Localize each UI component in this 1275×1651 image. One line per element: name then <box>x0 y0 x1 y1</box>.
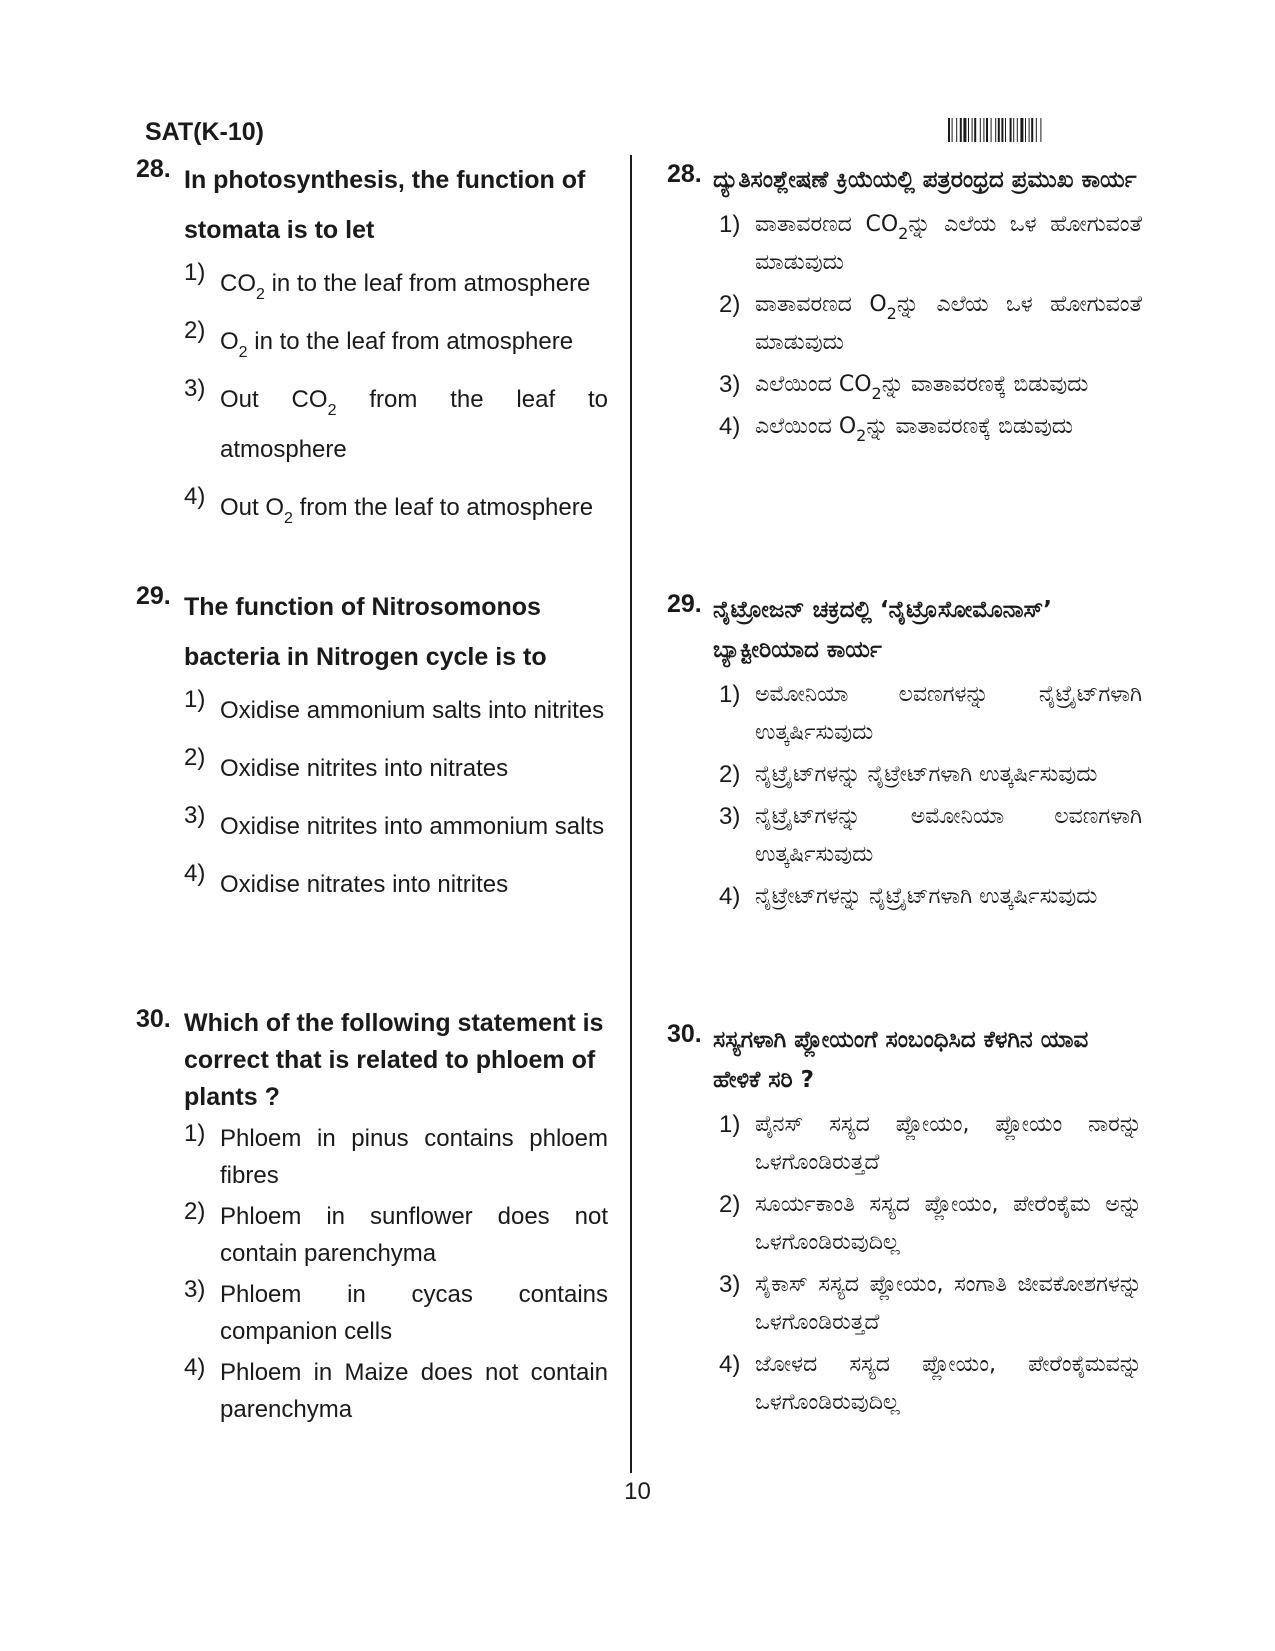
option-text: ನ್ನು ವಾತಾವರಣಕ್ಕೆ ಬಿಡುವುದು <box>881 372 1089 397</box>
barcode-bar <box>983 118 984 142</box>
option-text: ಎಲೆಯಿಂದ CO <box>755 372 872 397</box>
option-number: 4) <box>719 1351 741 1378</box>
column-divider <box>630 155 632 1473</box>
barcode-bar <box>960 118 962 142</box>
barcode-bar <box>1020 118 1023 142</box>
question-number: 30. <box>667 1020 702 1048</box>
option-3 <box>184 375 608 475</box>
option-text: Oxidise nitrites into nitrates <box>220 755 509 782</box>
option-1 <box>184 259 608 309</box>
question-en-28 <box>136 155 608 541</box>
option-text: Phloem in Maize does not contain parenchyma <box>220 1359 608 1423</box>
option-2 <box>184 1198 608 1272</box>
option-number: 4) <box>184 1354 206 1381</box>
question-text: The function of Nitrosomonos bacteria in Nitrogen cycle is to <box>184 593 547 671</box>
option-4 <box>719 1346 1142 1422</box>
barcode-bar <box>1017 118 1018 142</box>
option-number: 1) <box>184 259 206 286</box>
option-2 <box>719 1186 1142 1262</box>
barcode-bar <box>1040 118 1041 142</box>
option-1 <box>719 206 1142 282</box>
barcode-bar <box>952 118 953 142</box>
subscript: 2 <box>327 402 337 419</box>
barcode-bar <box>991 118 992 142</box>
option-text: ಎಲೆಯಿಂದ O <box>755 414 857 439</box>
option-4 <box>184 483 608 533</box>
barcode-bar <box>948 118 950 142</box>
subscript: 2 <box>886 304 897 323</box>
option-number: 4) <box>184 483 206 510</box>
option-text: in to the leaf from atmosphere <box>264 270 591 297</box>
option-text: ವಾತಾವರಣದ O <box>755 292 887 317</box>
option-number: 3) <box>184 375 206 402</box>
option-text: ವಾತಾವರಣದ CO <box>755 212 899 237</box>
option-1 <box>719 676 1142 752</box>
question-text: In photosynthesis, the function of stomata is to let <box>184 166 586 244</box>
option-text: Out O <box>220 494 285 521</box>
option-number: 2) <box>719 1191 741 1218</box>
question-number: 29. <box>136 582 171 610</box>
question-number: 28. <box>667 160 702 188</box>
subscript: 2 <box>871 384 882 403</box>
option-number: 1) <box>719 1111 741 1138</box>
option-text: ನೈಟ್ರೈಟ್‌ಗಳನ್ನು ನೈಟ್ರೇಟ್‌ಗಳಾಗಿ ಉತ್ಕರ್ಷಿಸುವುದು <box>755 762 1098 787</box>
option-number: 2) <box>184 317 206 344</box>
option-number: 3) <box>184 1276 206 1303</box>
option-text: ನ್ನು ಎಲೆಯ ಒಳ ಹೋಗುವಂತೆ ಮಾಡುವುದು <box>755 212 1142 275</box>
option-text: ಸೂರ್ಯಕಾಂತಿ ಸಸ್ಯದ ಪ್ಲೋಯಂ, ಪೇರೆಂಕೈಮ ಅನ್ನು ಒಳಗೊಂಡಿರುವುದಿಲ್ಲ <box>755 1192 1142 1255</box>
question-kn-28 <box>667 160 1142 450</box>
question-number: 30. <box>136 1005 171 1033</box>
barcode-bar <box>995 118 996 142</box>
option-text: ಜೋಳದ ಸಸ್ಯದ ಪ್ಲೋಯಂ, ಪೇರೆಂಕೈಮವನ್ನು ಒಳಗೊಂಡಿರುವುದಿಲ್ಲ <box>755 1352 1142 1415</box>
question-text: ದ್ಯುತಿಸಂಶ್ಲೇಷಣೆ ಕ್ರಿಯೆಯಲ್ಲಿ ಪತ್ರರಂಧ್ರದ ಪ್ರಮುಖ ಕಾರ್ಯ <box>713 167 1137 193</box>
option-3 <box>719 1266 1142 1342</box>
option-number: 3) <box>184 802 206 829</box>
subscript: 2 <box>898 224 909 243</box>
option-text: ನೈಟ್ರೈಟ್‌ಗಳನ್ನು ಅಮೋನಿಯಾ ಲವಣಗಳಾಗಿ ಉತ್ಕರ್ಷಿಸುವುದು <box>755 804 1142 867</box>
option-text: O <box>220 328 239 355</box>
option-number: 4) <box>719 413 741 440</box>
barcode-bar <box>1010 118 1012 142</box>
question-kn-30 <box>667 1020 1142 1426</box>
option-text: CO <box>220 270 256 297</box>
option-text: Phloem in sunflower does not contain parenchyma <box>220 1203 608 1267</box>
option-text: ಅಮೋನಿಯಾ ಲವಣಗಳನ್ನು ನೈಟ್ರೈಟ್‌ಗಳಾಗಿ ಉತ್ಕರ್ಷಿಸುವುದು <box>755 682 1142 745</box>
barcode-bar <box>1025 118 1026 142</box>
barcode-bar <box>956 118 957 142</box>
question-en-29 <box>136 582 608 918</box>
option-number: 2) <box>184 1198 206 1225</box>
option-3 <box>719 798 1142 874</box>
option-4 <box>184 1354 608 1428</box>
barcode-bar <box>1005 118 1006 142</box>
option-text: Phloem in cycas contains companion cells <box>220 1281 608 1345</box>
barcode-bar <box>1029 118 1030 142</box>
option-3 <box>184 802 608 852</box>
subscript: 2 <box>238 344 248 361</box>
option-number: 1) <box>184 1120 206 1147</box>
option-2 <box>719 756 1142 794</box>
question-en-30 <box>136 1005 608 1432</box>
barcode-bar <box>972 118 973 142</box>
subscript: 2 <box>284 510 293 527</box>
option-text: ನ್ನು ವಾತಾವರಣಕ್ಕೆ ಬಿಡುವುದು <box>866 414 1074 439</box>
option-1 <box>184 686 608 736</box>
option-1 <box>184 1120 608 1194</box>
page-number: 10 <box>624 1478 651 1505</box>
option-text: from the leaf to atmosphere <box>220 386 609 463</box>
option-text: from the leaf to atmosphere <box>292 494 594 521</box>
option-text: Oxidise ammonium salts into nitrites <box>220 697 605 724</box>
barcode-bar <box>986 118 988 142</box>
barcode-bar <box>980 118 981 142</box>
barcode-bar <box>974 118 976 142</box>
option-2 <box>184 317 608 367</box>
barcode-icon <box>948 118 1121 142</box>
option-1 <box>719 1106 1142 1182</box>
option-4 <box>719 408 1142 446</box>
option-number: 1) <box>719 681 741 708</box>
barcode-bar <box>968 118 969 142</box>
question-text: ನೈಟ್ರೋಜನ್ ಚಕ್ರದಲ್ಲಿ ‘ನೈಟ್ರೊಸೋಮೊನಾಸ್’ ಬ್ಯಾಕ್ಟೀರಿಯಾದ ಕಾರ್ಯ <box>713 597 1052 663</box>
option-text: ಪೈನಸ್ ಸಸ್ಯದ ಪ್ಲೋಯಂ, ಪ್ಲೋಯಂ ನಾರನ್ನು ಒಳಗೊಂಡಿರುತ್ತದೆ <box>755 1112 1142 1175</box>
option-text: ನ್ನು ಎಲೆಯ ಒಳ ಹೋಗುವಂತೆ ಮಾಡುವುದು <box>755 292 1142 355</box>
barcode-bar <box>1013 118 1014 142</box>
option-number: 4) <box>719 883 741 910</box>
subscript: 2 <box>256 286 265 303</box>
option-3 <box>184 1276 608 1350</box>
barcode-bar <box>998 118 1000 142</box>
option-text: ನೈಟ್ರೇಟ್‌ಗಳನ್ನು ನೈಟ್ರೈಟ್‌ಗಳಾಗಿ ಉತ್ಕರ್ಷಿಸುವುದು <box>755 884 1098 909</box>
option-text: Oxidise nitrates into nitrites <box>220 871 509 898</box>
option-number: 1) <box>719 211 741 238</box>
exam-code: SAT(K-10) <box>145 118 264 146</box>
barcode-bar <box>1031 118 1033 142</box>
option-4 <box>719 878 1142 916</box>
option-number: 4) <box>184 860 206 887</box>
option-number: 2) <box>719 761 741 788</box>
barcode-bar <box>1001 118 1003 142</box>
question-text: Which of the following statement is correct that is related to phloem of plants ? <box>184 1009 604 1111</box>
subscript: 2 <box>856 426 867 445</box>
option-number: 2) <box>184 744 206 771</box>
option-3 <box>719 366 1142 404</box>
option-number: 1) <box>184 686 206 713</box>
option-number: 3) <box>719 1271 741 1298</box>
option-2 <box>184 744 608 794</box>
option-number: 3) <box>719 371 741 398</box>
option-number: 2) <box>719 291 741 318</box>
question-number: 28. <box>136 155 171 183</box>
question-text: ಸಸ್ಯಗಳಾಗಿ ಪ್ಲೋಯಂಗೆ ಸಂಬಂಧಿಸಿದ ಕೆಳಗಿನ ಯಾವ ಹೇಳಿಕೆ ಸರಿ ? <box>713 1027 1089 1093</box>
option-text: ಸೈಕಾಸ್ ಸಸ್ಯದ ಪ್ಲೋಯಂ, ಸಂಗಾತಿ ಜೀವಕೋಶಗಳನ್ನು ಒಳಗೊಂಡಿರುತ್ತದೆ <box>755 1272 1142 1335</box>
option-number: 3) <box>719 803 741 830</box>
option-text: Phloem in pinus contains phloem fibres <box>220 1125 608 1189</box>
question-number: 29. <box>667 590 702 618</box>
question-kn-29 <box>667 590 1142 920</box>
option-2 <box>719 286 1142 362</box>
barcode-bar <box>1036 118 1037 142</box>
option-text: in to the leaf from atmosphere <box>247 328 574 355</box>
option-text: Out CO <box>220 386 328 413</box>
option-text: Oxidise nitrites into ammonium salts <box>220 813 605 840</box>
barcode-bar <box>963 118 966 142</box>
option-4 <box>184 860 608 910</box>
